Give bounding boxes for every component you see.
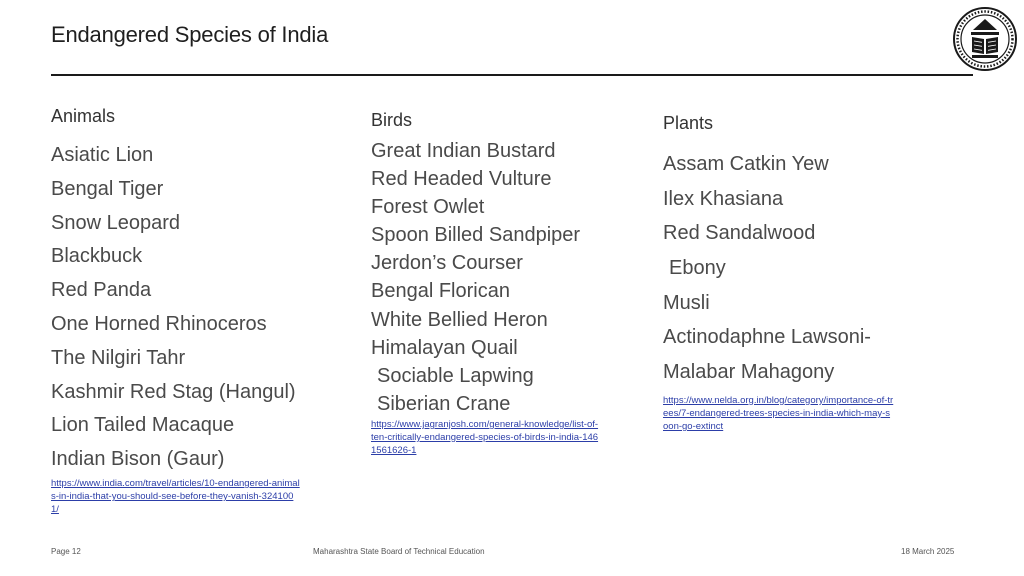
list-item: The Nilgiri Tahr — [51, 346, 186, 369]
list-item: Asiatic Lion — [51, 144, 154, 166]
plants-source-link[interactable]: https://www.nelda.org.in/blog/category/importance-of-trees/7-endangered-trees-species-in-india-which-may-soon-go-extinct — [663, 394, 894, 432]
footer-page-number: Page 12 — [51, 547, 81, 556]
list-item: Jerdon’s Courser — [371, 252, 523, 275]
list-item: Bengal Tiger — [51, 177, 164, 200]
list-item: Siberian Crane — [377, 392, 511, 415]
footer-date: 18 March 2025 — [901, 547, 955, 556]
msbte-seal-icon — [952, 6, 1018, 72]
list-item: Ilex Khasiana — [663, 187, 784, 210]
plants-list — [663, 147, 895, 390]
list-item: Great Indian Bustard — [371, 140, 556, 162]
animals-source-link[interactable]: https://www.india.com/travel/articles/10-endangered-animals-in-india-that-you-should-see-before-they-vanish-3241001/ — [51, 477, 300, 515]
animals-heading: Animals — [51, 106, 116, 126]
list-item: Kashmir Red Stag (Hangul) — [51, 380, 296, 403]
animals-column — [51, 106, 301, 516]
birds-source-link[interactable]: https://www.jagranjosh.com/general-knowledge/list-of-ten-critically-endangered-species-of-birds-in-india-1461561626-1 — [371, 418, 599, 456]
list-item: Actinodaphne Lawsoni- — [663, 326, 871, 349]
list-item: White Bellied Heron — [371, 308, 548, 331]
list-item: Malabar Mahagony — [663, 361, 835, 384]
birds-list — [371, 137, 599, 418]
list-item: Red Panda — [51, 279, 152, 302]
list-item: Red Sandalwood — [663, 222, 816, 245]
birds-heading: Birds — [371, 110, 413, 130]
footer-organization: Maharashtra State Board of Technical Education — [313, 547, 485, 556]
list-item: Indian Bison (Gaur) — [51, 448, 225, 471]
list-item: One Horned Rhinoceros — [51, 312, 267, 335]
list-item: Blackbuck — [51, 245, 143, 268]
list-item: Red Headed Vulture — [371, 168, 552, 191]
list-item: Himalayan Quail — [371, 336, 518, 359]
title-divider — [51, 74, 973, 76]
list-item: Bengal Florican — [371, 280, 510, 303]
list-item: Ebony — [669, 257, 726, 280]
list-item: Lion Tailed Macaque — [51, 414, 235, 437]
list-item: Sociable Lapwing — [377, 364, 534, 387]
page-title: Endangered Species of India — [51, 22, 329, 47]
birds-column — [371, 110, 599, 457]
list-item: Assam Catkin Yew — [663, 153, 829, 175]
plants-heading: Plants — [663, 113, 714, 133]
plants-column — [663, 113, 895, 433]
list-item: Musli — [663, 291, 710, 314]
list-item: Forest Owlet — [371, 196, 485, 219]
list-item: Spoon Billed Sandpiper — [371, 224, 581, 247]
list-item: Snow Leopard — [51, 211, 180, 234]
animals-list — [51, 139, 301, 477]
